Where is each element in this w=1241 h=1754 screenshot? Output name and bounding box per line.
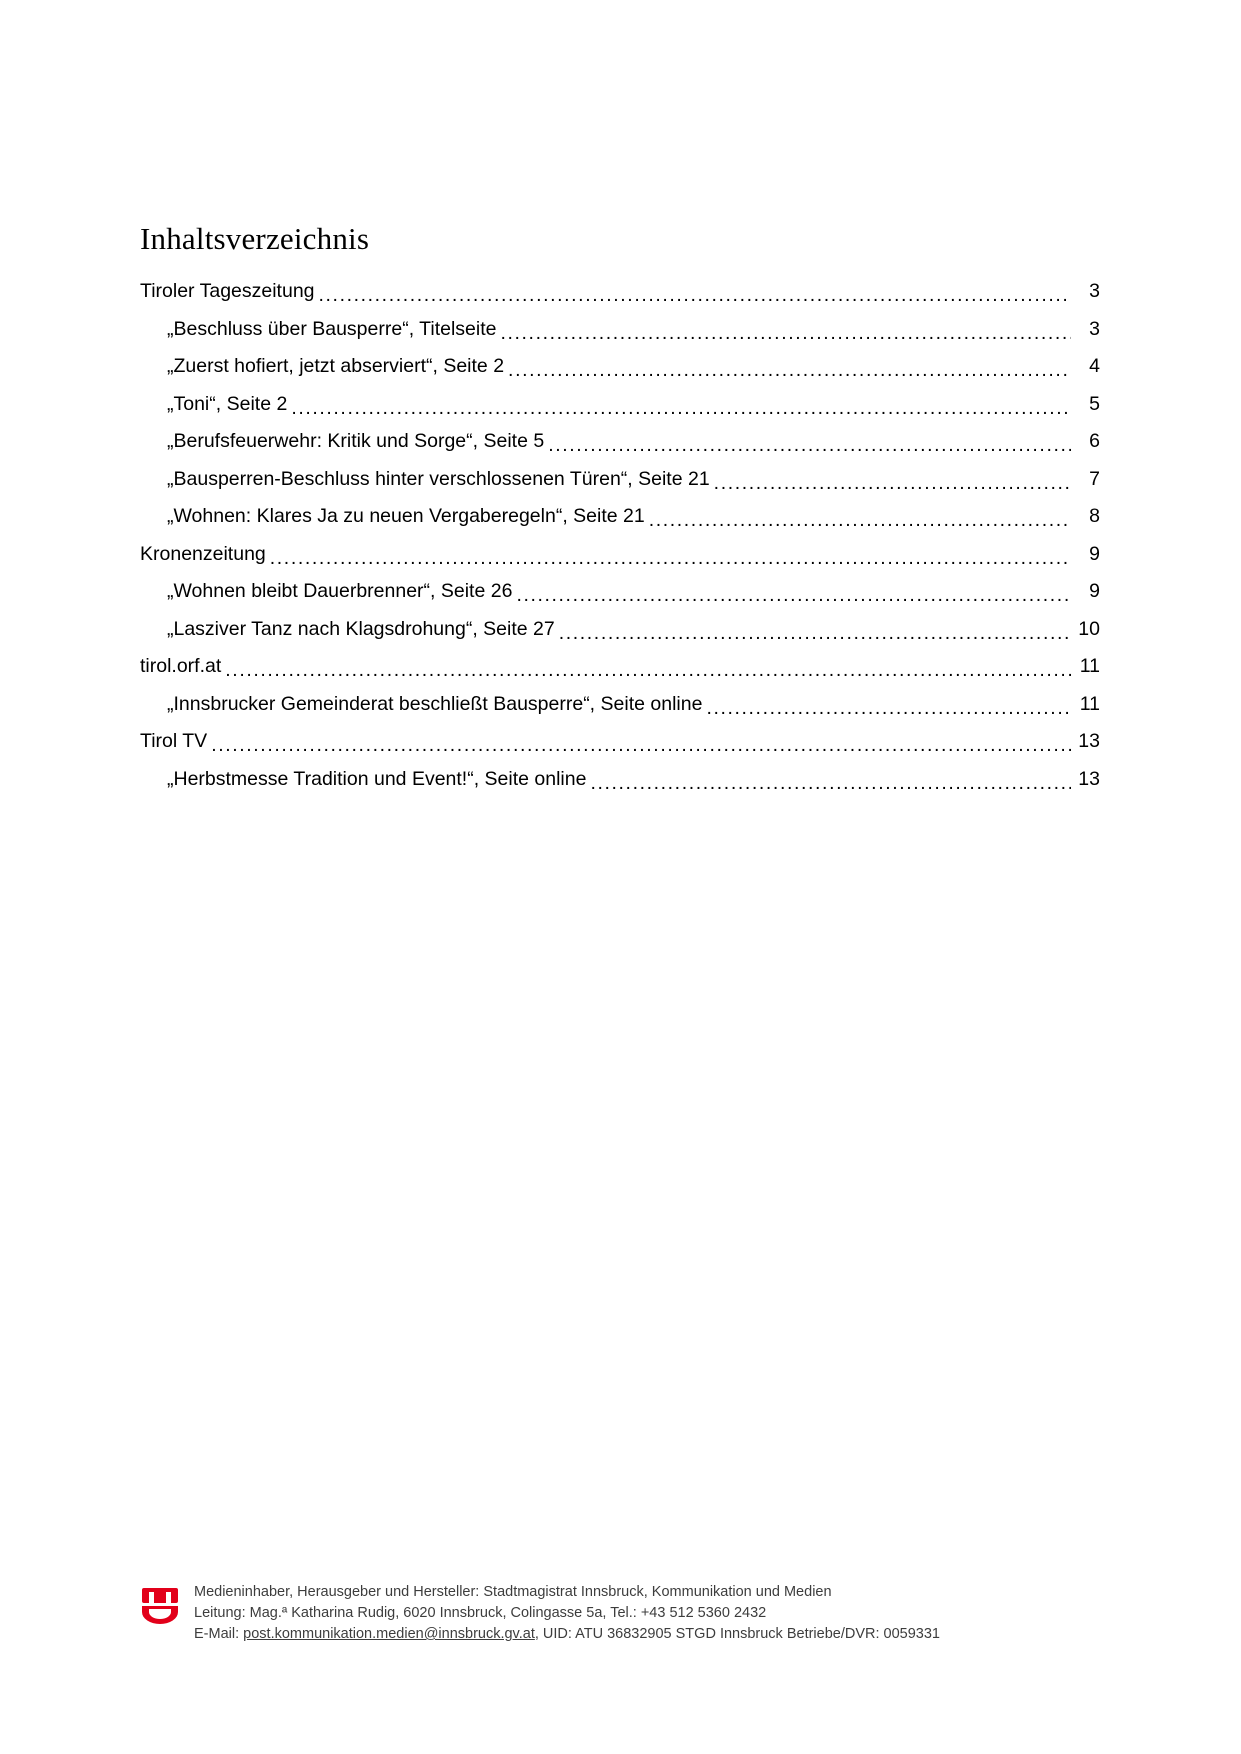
toc-entry-label: Tiroler Tageszeitung	[140, 280, 315, 303]
toc-leader-dots	[319, 286, 1071, 302]
toc-entry-page: 6	[1089, 430, 1100, 453]
toc-entry[interactable]	[140, 617, 1100, 640]
toc-list	[140, 282, 1100, 789]
toc-entry-label: „Beschluss über Bausperre“, Titelseite	[167, 317, 497, 340]
toc-leader-dots	[516, 586, 1071, 602]
toc-entry[interactable]	[140, 467, 1100, 490]
toc-entry-page: 9	[1089, 580, 1100, 603]
toc-entry-label: „Innsbrucker Gemeinderat beschließt Bausperre“, Seite online	[167, 692, 703, 715]
toc-entry-page: 3	[1089, 317, 1100, 340]
toc-entry[interactable]	[140, 582, 1100, 602]
toc-entry[interactable]	[140, 507, 1100, 527]
toc-entry-label: tirol.orf.at	[140, 655, 222, 678]
toc-entry[interactable]	[140, 732, 1100, 752]
footer-line-publisher: Medieninhaber, Herausgeber und Hersteller: Stadtmagistrat Innsbruck, Kommunikation und Medien	[194, 1584, 832, 1600]
toc-leader-dots	[706, 698, 1071, 714]
footer-text	[194, 1582, 1120, 1645]
toc-entry-page: 4	[1089, 355, 1100, 378]
footer-email-link[interactable]: post.kommunikation.medien@innsbruck.gv.at	[243, 1626, 535, 1643]
toc-leader-dots	[714, 473, 1071, 489]
footer-email-prefix: E-Mail:	[194, 1626, 244, 1643]
toc-container	[140, 222, 1100, 807]
toc-entry-page: 9	[1089, 542, 1100, 565]
toc-leader-dots	[500, 323, 1071, 339]
toc-entry[interactable]	[140, 432, 1100, 452]
toc-entry-page: 11	[1079, 655, 1100, 678]
toc-entry-label: „Berufsfeuerwehr: Kritik und Sorge“, Seite 5	[167, 430, 545, 453]
toc-entry-page: 10	[1078, 617, 1100, 640]
toc-leader-dots	[211, 736, 1071, 752]
toc-entry[interactable]	[140, 657, 1100, 677]
toc-leader-dots	[649, 511, 1071, 527]
toc-leader-dots	[225, 661, 1071, 677]
toc-entry[interactable]	[140, 392, 1100, 415]
toc-entry-page: 5	[1089, 392, 1100, 415]
toc-entry[interactable]	[140, 317, 1100, 340]
toc-entry-page: 11	[1079, 692, 1100, 715]
toc-entry-label: Kronenzeitung	[140, 542, 266, 565]
toc-entry-label: „Zuerst hofiert, jetzt abserviert“, Seite 2	[167, 355, 505, 378]
toc-entry[interactable]	[140, 357, 1100, 377]
footer-email-suffix: , UID: ATU 36832905 STGD Innsbruck Betriebe/DVR: 0059331	[534, 1626, 940, 1643]
toc-leader-dots	[270, 548, 1071, 564]
toc-entry[interactable]	[140, 692, 1100, 715]
toc-entry-label: „Toni“, Seite 2	[167, 392, 288, 415]
footer-line-contact	[194, 1624, 1120, 1645]
toc-entry-label: Tirol TV	[140, 730, 208, 753]
toc-entry[interactable]	[140, 282, 1100, 302]
footer-line-management: Leitung: Mag.ª Katharina Rudig, 6020 Innsbruck, Colingasse 5a, Tel.: +43 512 5360 2432	[194, 1605, 767, 1622]
toc-leader-dots	[548, 436, 1071, 452]
toc-leader-dots	[559, 623, 1071, 639]
toc-entry[interactable]	[140, 542, 1100, 565]
toc-leader-dots	[590, 773, 1071, 789]
toc-entry-label: „Herbstmesse Tradition und Event!“, Seite online	[167, 767, 587, 790]
toc-entry-label: „Lasziver Tanz nach Klagsdrohung“, Seite 27	[167, 617, 555, 640]
toc-entry-page: 7	[1089, 467, 1100, 490]
page-title: Inhaltsverzeichnis	[140, 221, 370, 256]
page-footer	[140, 1582, 1120, 1645]
toc-entry-label: „Wohnen bleibt Dauerbrenner“, Seite 26	[167, 580, 513, 603]
toc-entry-label: „Wohnen: Klares Ja zu neuen Vergaberegeln“, Seite 21	[167, 505, 645, 528]
toc-leader-dots	[291, 398, 1071, 414]
toc-entry-page: 3	[1089, 280, 1100, 303]
toc-entry-page: 13	[1078, 730, 1100, 753]
toc-entry-page: 8	[1089, 505, 1100, 528]
toc-entry-label: „Bausperren-Beschluss hinter verschlossenen Türen“, Seite 21	[167, 467, 710, 490]
toc-entry-page: 13	[1078, 767, 1100, 790]
innsbruck-coat-of-arms-icon	[140, 1584, 180, 1624]
toc-entry[interactable]	[140, 767, 1100, 790]
toc-leader-dots	[508, 361, 1071, 377]
